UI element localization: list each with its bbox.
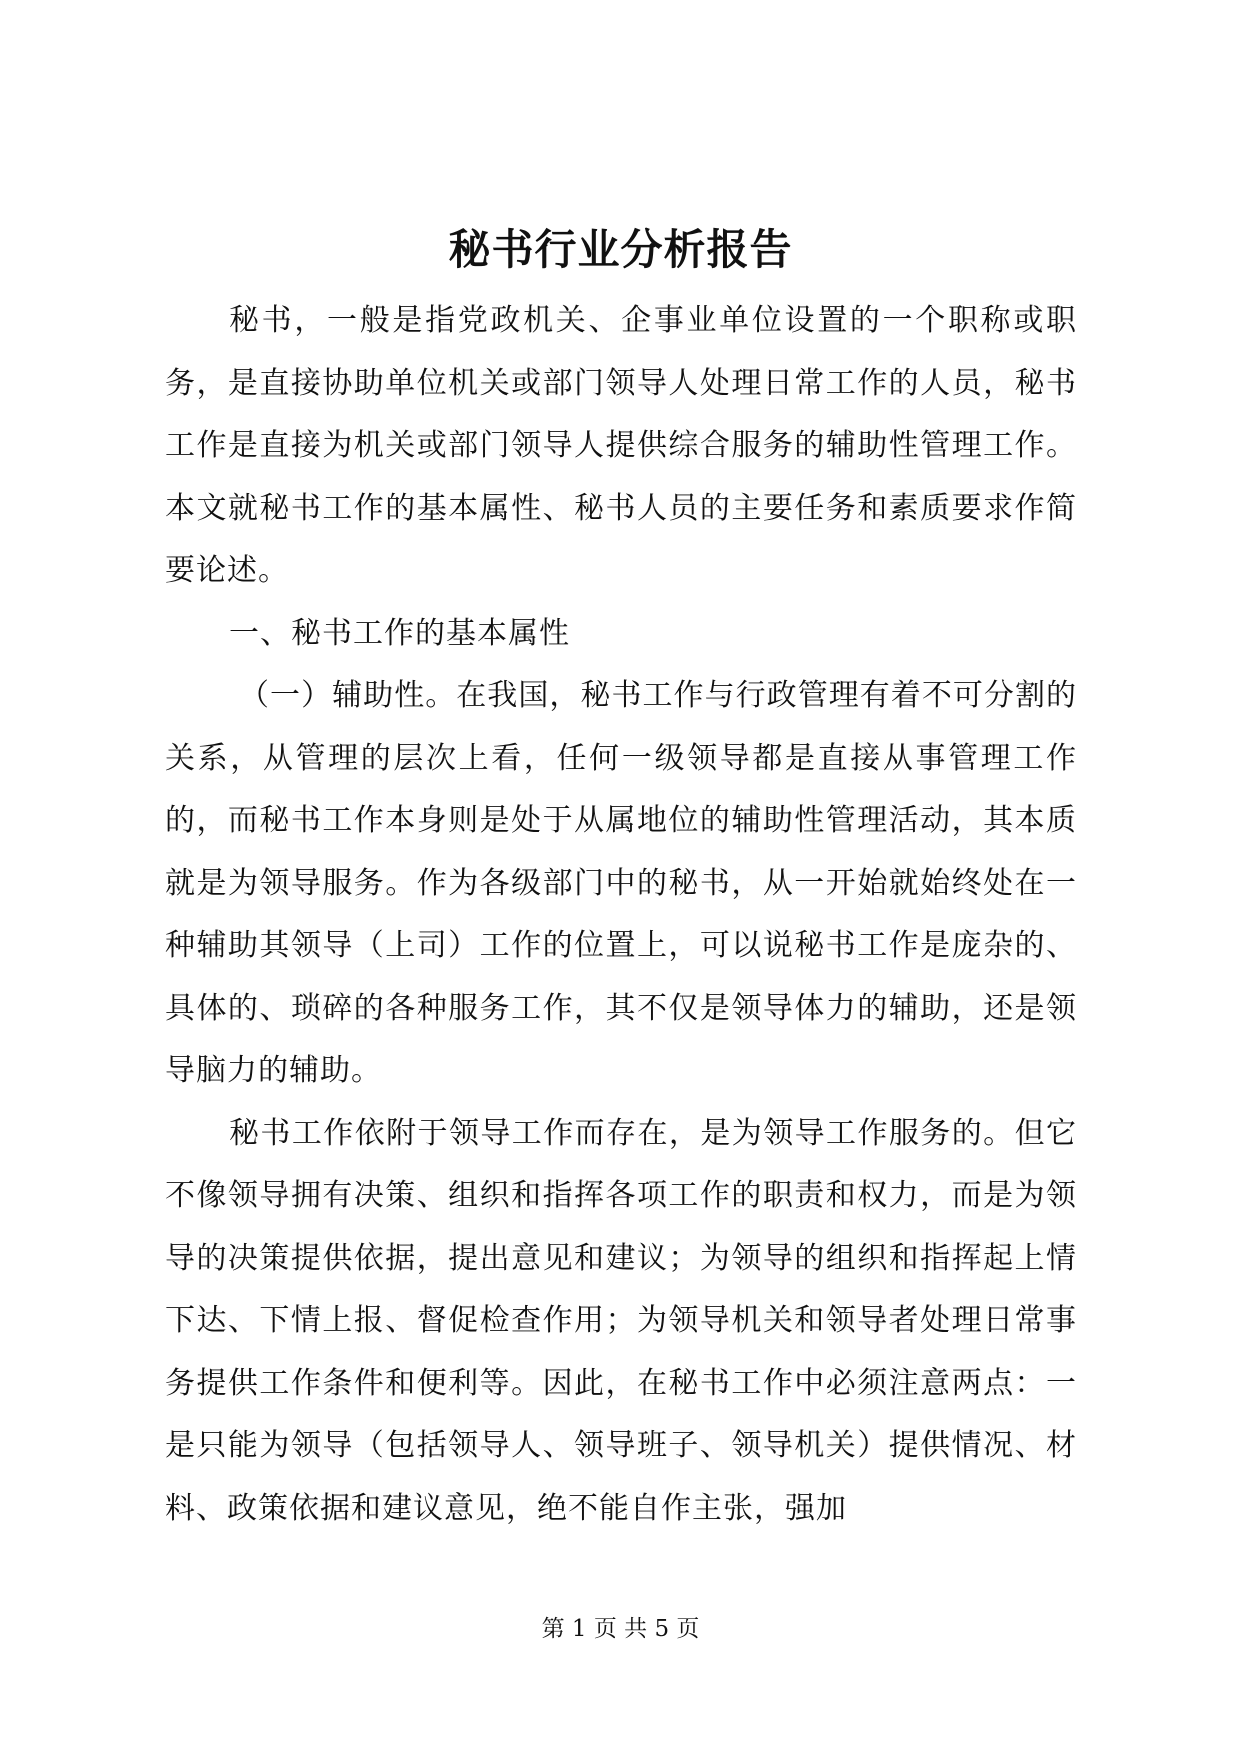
page-footer: 第 1 页 共 5 页: [541, 1616, 700, 1642]
paragraph-intro: 秘书，一般是指党政机关、企事业单位设置的一个职称或职务，是直接协助单位机关或部门领导人处理日常工作的人员，秘书工作是直接为机关或部门领导人提供综合服务的辅助性管理工作。本文就秘书工作的基本属性、秘书人员的主要任务和素质要求作简要论述。: [165, 303, 1077, 588]
paragraph-dependency: 秘书工作依附于领导工作而存在，是为领导工作服务的。但它不像领导拥有决策、组织和指挥各项工作的职责和权力，而是为领导的决策提供依据，提出意见和建议；为领导的组织和指挥起上情下达、下情上报、督促检查作用；为领导机关和领导者处理日常事务提供工作条件和便利等。因此，在秘书工作中必须注意两点：一是只能为领导（包括领导人、领导班子、领导机关）提供情况、材料、政策依据和建议意见，绝不能自作主张，强加: [165, 1115, 1077, 1526]
paragraph-auxiliary: （一）辅助性。在我国，秘书工作与行政管理有着不可分割的关系，从管理的层次上看，任何一级领导都是直接从事管理工作的，而秘书工作本身则是处于从属地位的辅助性管理活动，其本质就是为领导服务。作为各级部门中的秘书，从一开始就始终处在一种辅助其领导（上司）工作的位置上，可以说秘书工作是庞杂的、具体的、琐碎的各种服务工作，其不仅是领导体力的辅助，还是领导脑力的辅助。: [165, 678, 1077, 1088]
document-title: 秘书行业分析报告: [448, 225, 793, 274]
document-body: [165, 290, 1077, 1540]
section-heading-1: 一、秘书工作的基本属性: [229, 615, 570, 651]
